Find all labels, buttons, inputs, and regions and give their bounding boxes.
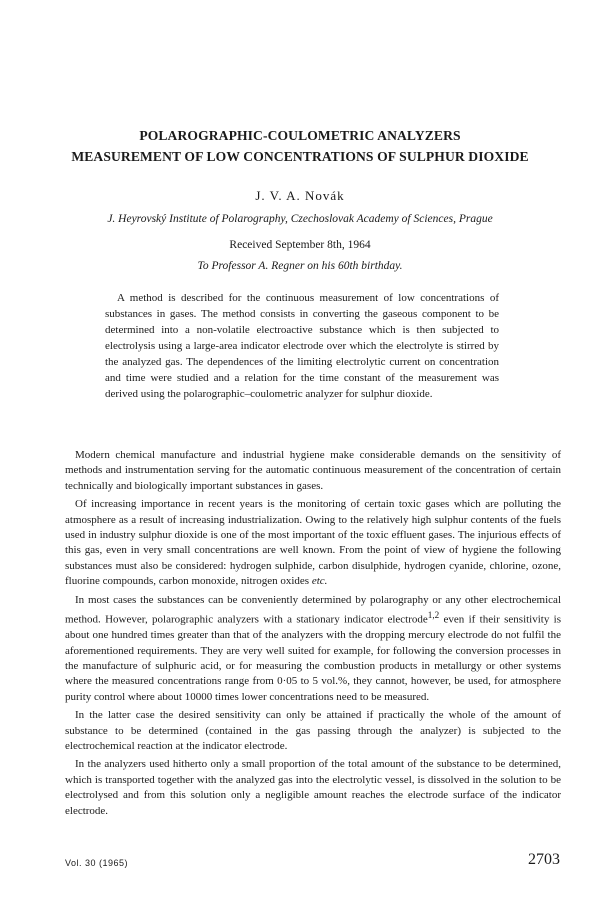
- paragraph-1: Modern chemical manufacture and industrial hygiene make considerable demands on the sensitivity of methods and instrumentation serving for the automatic continuous measurement of the concentration of certain technically and biologically important substances in gases.: [65, 449, 561, 492]
- paragraph-3-text-a: In most cases the substances can be conveniently determined by polarography or any other electrochemical method. However, polarographic analyzers with a stationary indicator electrode: [65, 593, 561, 626]
- paragraph-2-text: Of increasing importance in recent years is the monitoring of certain toxic gases which are polluting the atmosphere as a result of increasing industrialization. Owing to the relatively high sulphur contents of the fuels used in industry sulphur dioxide is one of the most important of the toxic effluent gases. The injurious effects of this gas, even in very small concentrations are well known. From the point of view of hygiene the following substances must also be considered: hydrogen sulphide, carbon disulphide, hydrogen cyanide, chlorine, ozone, fluorine compounds, carbon monoxide, nitrogen oxides: [65, 498, 561, 588]
- reference-superscript: 1,2: [427, 610, 440, 621]
- journal-volume: Vol. 30 (1965): [65, 858, 129, 868]
- title-line-1: POLAROGRAPHIC-COULOMETRIC ANALYZERS: [139, 128, 461, 143]
- body-text: [65, 448, 561, 822]
- dedication: To Professor A. Regner on his 60th birthday.: [197, 260, 403, 272]
- paragraph-5: In the analyzers used hitherto only a small proportion of the total amount of the substance to be determined, which is transported together with the analyzed gas into the electrolytic vessel, is dissolved in the solution to be electrolysed and from this solution only a negligible amount reaches the electrode surface of the indicator electrode.: [65, 758, 561, 817]
- received-date: Received September 8th, 1964: [229, 239, 371, 251]
- paragraph-3-text-b: even if their sensitivity is about one hundred times greater than that of the analyzers with the dropping mercury electrode do not fulfil the aforementioned requirements. They are very well suited for example, for following the conversion processes in the manufacture of sulphuric acid, or for measuring the combustion products in metallurgy or other systems where the measured concentrations range from 0·05 to 5 vol.%, they cannot, however, be used, for atmosphere purity control where about 10000 times lower concentrations need to be measured.: [65, 613, 561, 703]
- abstract: A method is described for the continuous measurement of low concentrations of substances in gases. The method consists in converting the gaseous component to be determined into a non-volatile electroactive substance which is then subjected to electrolysis using a large-area indicator electrode over which the electrolyte is stirred by the analyzed gas. The dependences of the limiting electrolytic current on concentration and time were studied and a relation for the time constant of the measurement was derived using the polarographic–coulometric analyzer for sulphur dioxide.: [105, 292, 499, 400]
- paragraph-2-etc: etc.: [311, 575, 328, 588]
- paragraph-3: [65, 593, 561, 706]
- page-number: 2703: [528, 851, 560, 868]
- affiliation: J. Heyrovský Institute of Polarography, Czechoslovak Academy of Sciences, Prague: [107, 213, 493, 225]
- title-line-2: MEASUREMENT OF LOW CONCENTRATIONS OF SULPHUR DIOXIDE: [71, 149, 529, 164]
- paragraph-4: In the latter case the desired sensitivity can only be attained if practically the whole of the amount of substance to be determined (contained in the gas passing through the analyzer) is subjected to the electrochemical reaction at the indicator electrode.: [65, 709, 561, 752]
- author: J. V. A. Novák: [255, 188, 345, 203]
- paragraph-2: [65, 497, 561, 589]
